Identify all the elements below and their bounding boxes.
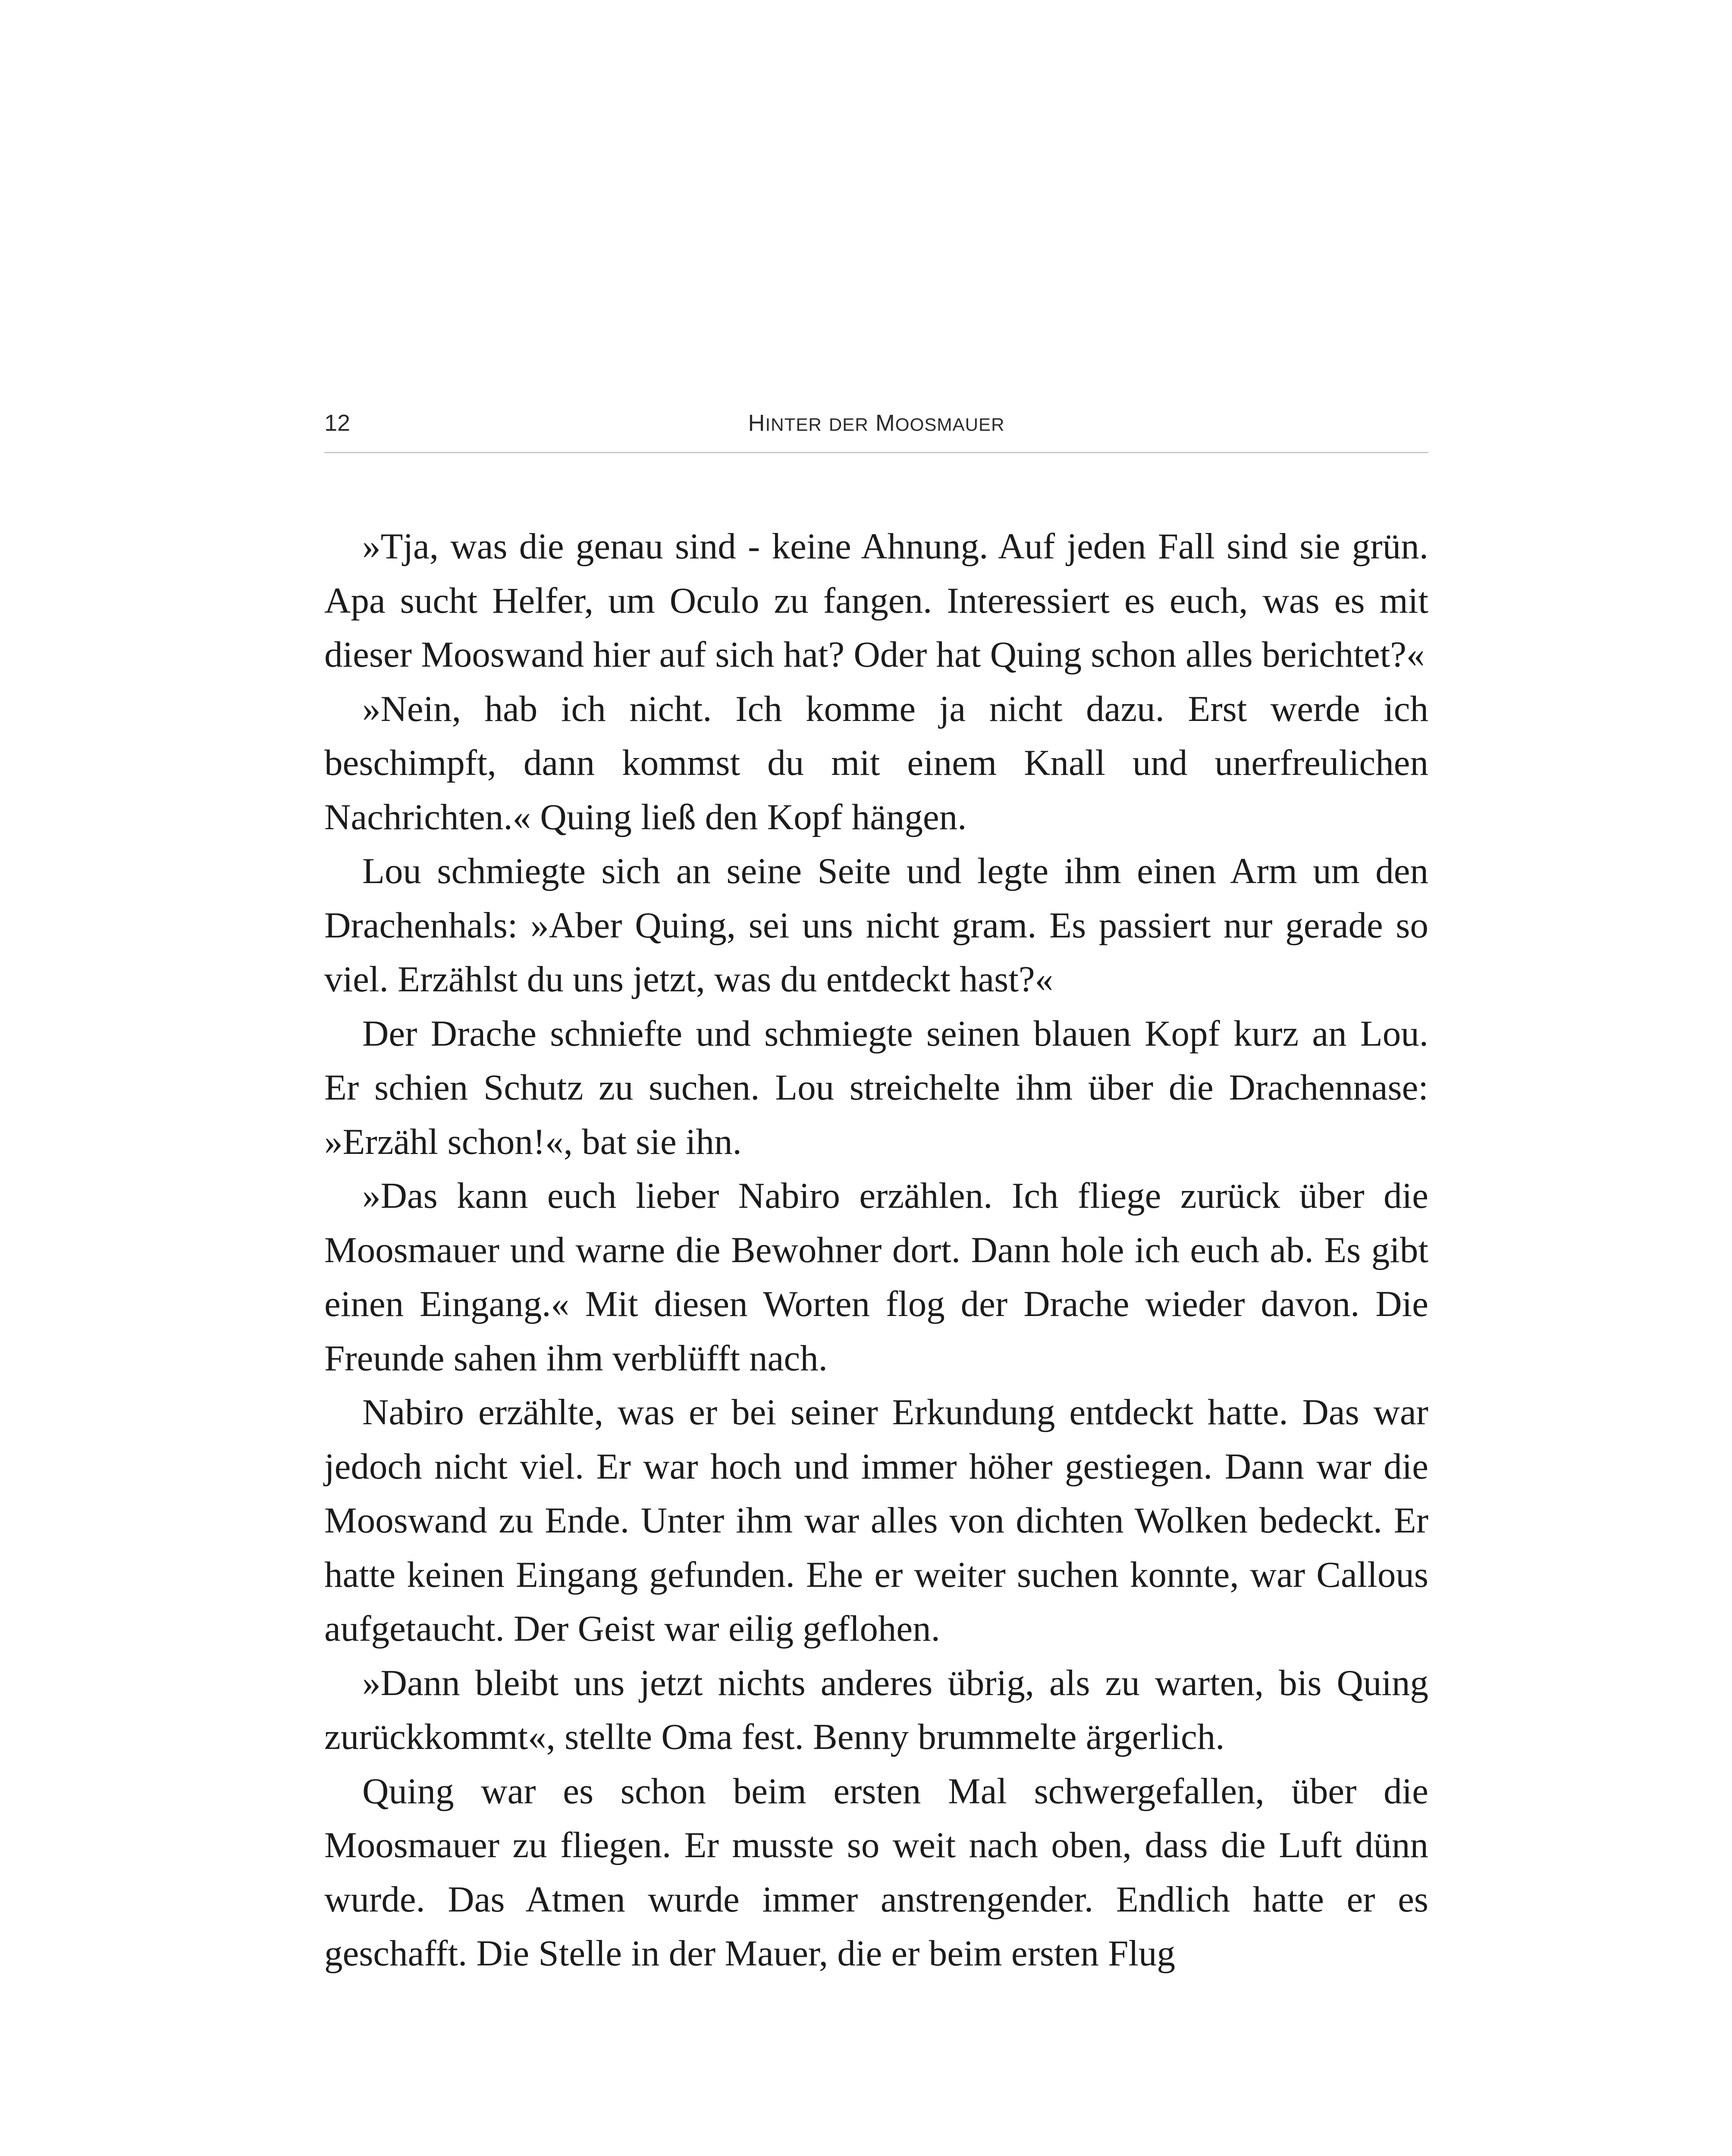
header-rule: [324, 452, 1428, 453]
paragraph: »Dann bleibt uns jetzt nichts anderes übrig, als zu warten, bis Quing zurückkommt«, stellte Oma fest. Benny brummelte ärgerlich.: [324, 1662, 1428, 1757]
paragraph: Lou schmiegte sich an seine Seite und legte ihm einen Arm um den Drachenhals: »Aber Quing, sei uns nicht gram. Es passiert nur gerade so viel. Erzählst du uns jetzt, was du entdeckt hast?«: [324, 851, 1428, 1000]
paragraph: Der Drache schniefte und schmiegte seinen blauen Kopf kurz an Lou. Er schien Schutz zu suchen. Lou streichelte ihm über die Drachennase: »Erzähl schon!«, bat sie ihn.: [324, 1013, 1428, 1162]
running-header: [324, 401, 1428, 453]
paragraph: Quing war es schon beim ersten Mal schwergefallen, über die Moosmauer zu fliegen. Er musste so weit nach oben, dass die Luft dünn wurde. Das Atmen wurde immer anstrengender. Endlich hatte er es geschafft. Die Stelle in der Mauer, die er beim ersten Flug: [324, 1771, 1428, 1974]
running-title: HINTER DER MOOSMAUER: [748, 410, 1005, 436]
paragraph: Nabiro erzählte, was er bei seiner Erkundung entdeckt hatte. Das war jedoch nicht viel. Er war hoch und immer höher gestiegen. Dann war die Mooswand zu Ende. Unter ihm war alles von dichten Wolken bedeckt. Er hatte keinen Eingang gefunden. Ehe er weiter suchen konnte, war Callous aufgetaucht. Der Geist war eilig geflohen.: [324, 1392, 1428, 1649]
paragraph: »Das kann euch lieber Nabiro erzählen. Ich fliege zurück über die Moosmauer und warne die Bewohner dort. Dann hole ich euch ab. Es gibt einen Eingang.« Mit diesen Worten flog der Drache wieder davon. Die Freunde sahen ihm verblüfft nach.: [324, 1175, 1428, 1379]
page-number: 12: [324, 410, 351, 436]
paragraph: »Tja, was die genau sind - keine Ahnung. Auf jeden Fall sind sie grün. Apa sucht Helfer, um Oculo zu fangen. Interessiert es euch, was es mit dieser Mooswand hier auf sich hat? Oder hat Quing schon alles berichtet?«: [324, 526, 1428, 675]
body-text: [324, 520, 1428, 1981]
paragraph: »Nein, hab ich nicht. Ich komme ja nicht dazu. Erst werde ich beschimpft, dann kommst du mit einem Knall und unerfreulichen Nachrichten.« Quing ließ den Kopf hängen.: [324, 688, 1428, 837]
